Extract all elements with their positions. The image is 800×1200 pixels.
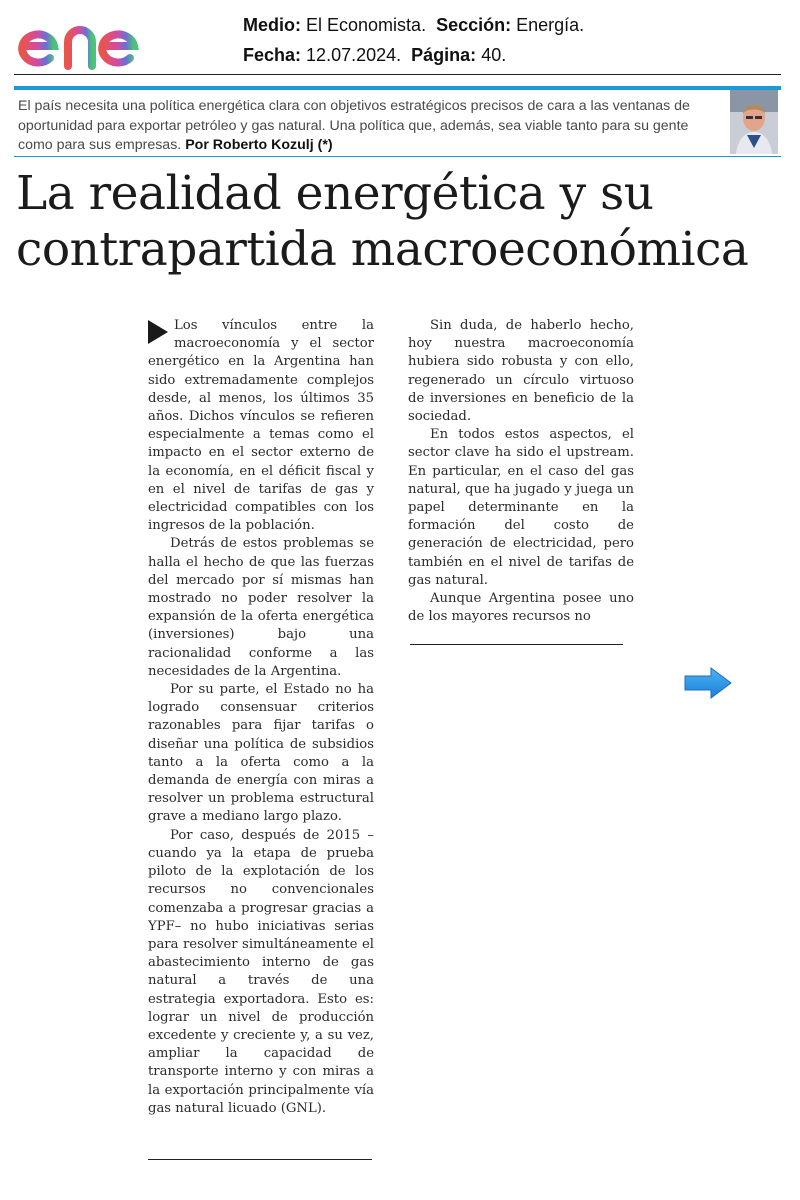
column-2-end-rule — [410, 644, 623, 645]
paragraph — [148, 317, 374, 535]
article-headline: La realidad energética y su contrapartida macroeconómica — [16, 166, 749, 277]
author-byline: Por Roberto Kozulj (*) — [185, 137, 333, 154]
deck-text — [18, 97, 718, 156]
enel-logo — [14, 8, 184, 70]
paragraph-text: Los vínculos entre la macroeconomía y el sector energético en la Argentina han sido extremadamente complejos desde, al menos, los últimos 35 años. Dichos vínculos se refieren especialmente a temas como el impacto en el sector externo de la economía, en el déficit fiscal y en el nivel de tarifas de gas y electricidad compatibles con los ingresos de la población. — [148, 318, 374, 534]
paragraph: Sin duda, de haberlo hecho, hoy nuestra macroeconomía hubiera sido robusta y con ello, regenerado un círculo virtuoso de inversiones en beneficio de la sociedad. — [408, 318, 634, 425]
press-clipping-metadata — [243, 10, 584, 70]
header-divider — [14, 74, 781, 75]
paragraph: Por su parte, el Estado no ha logrado consensuar criterios razonables para fijar tarifas o diseñar una política de subsidios tanto a la oferta como a la demanda de energía con miras a resolver un problema estructural grave a mediano largo plazo. — [148, 682, 374, 825]
arrow-right-icon[interactable] — [683, 666, 733, 700]
article-column-1 — [148, 317, 374, 1118]
meta-line-2 — [243, 40, 584, 70]
author-photo — [730, 90, 778, 154]
pagina-label: Página: — [411, 45, 477, 65]
paragraph: En todos estos aspectos, el sector clave ha sido el upstream. En particular, en el caso del gas natural, que ha jugado y juega un papel determinante en la formación del costo de generación de electricidad, pero también en el nivel de tarifas de gas natural. — [408, 427, 634, 588]
deck-bottom-rule — [14, 156, 781, 157]
triangle-marker-icon — [148, 320, 168, 344]
paragraph: Detrás de estos problemas se halla el hecho de que las fuerzas del mercado por sí mismas han mostrado no poder resolver la expansión de la oferta energética (inversiones) bajo una racionalidad conforme a las necesidades de la Argentina. — [148, 536, 374, 679]
pagina-value: 40. — [481, 45, 507, 65]
fecha-label: Fecha: — [243, 45, 302, 65]
deck-accent-bar — [14, 86, 781, 90]
article-deck — [14, 86, 781, 158]
medio-label: Medio: — [243, 15, 301, 35]
column-1-end-rule — [148, 1159, 372, 1160]
meta-line-1 — [243, 10, 584, 40]
seccion-value: Energía. — [516, 15, 585, 35]
fecha-value: 12.07.2024. — [306, 45, 402, 65]
deck-summary: El país necesita una política energética clara con objetivos estratégicos precisos de cara a las ventanas de oportunidad para exportar petróleo y gas natural. Una política que, además, sea viable tanto para su gente como para sus empresas. — [18, 98, 690, 154]
medio-value: El Economista. — [306, 15, 427, 35]
paragraph: Por caso, después de 2015 –cuando ya la etapa de prueba piloto de la explotación de los recursos no convencionales comenzaba a progresar gracias a YPF– no hubo iniciativas serias para resolver simultáneamente el abastecimiento interno de gas natural a través de una estrategia exportadora. Esto es: lograr un nivel de producción excedente y creciente y, a su vez, ampliar la capacidad de transporte interno y con miras a la exportación principalmente vía gas natural licuado (GNL). — [148, 827, 374, 1116]
article-column-2 — [408, 317, 634, 626]
paragraph: Aunque Argentina posee uno de los mayores recursos no — [408, 591, 634, 625]
seccion-label: Sección: — [436, 15, 512, 35]
